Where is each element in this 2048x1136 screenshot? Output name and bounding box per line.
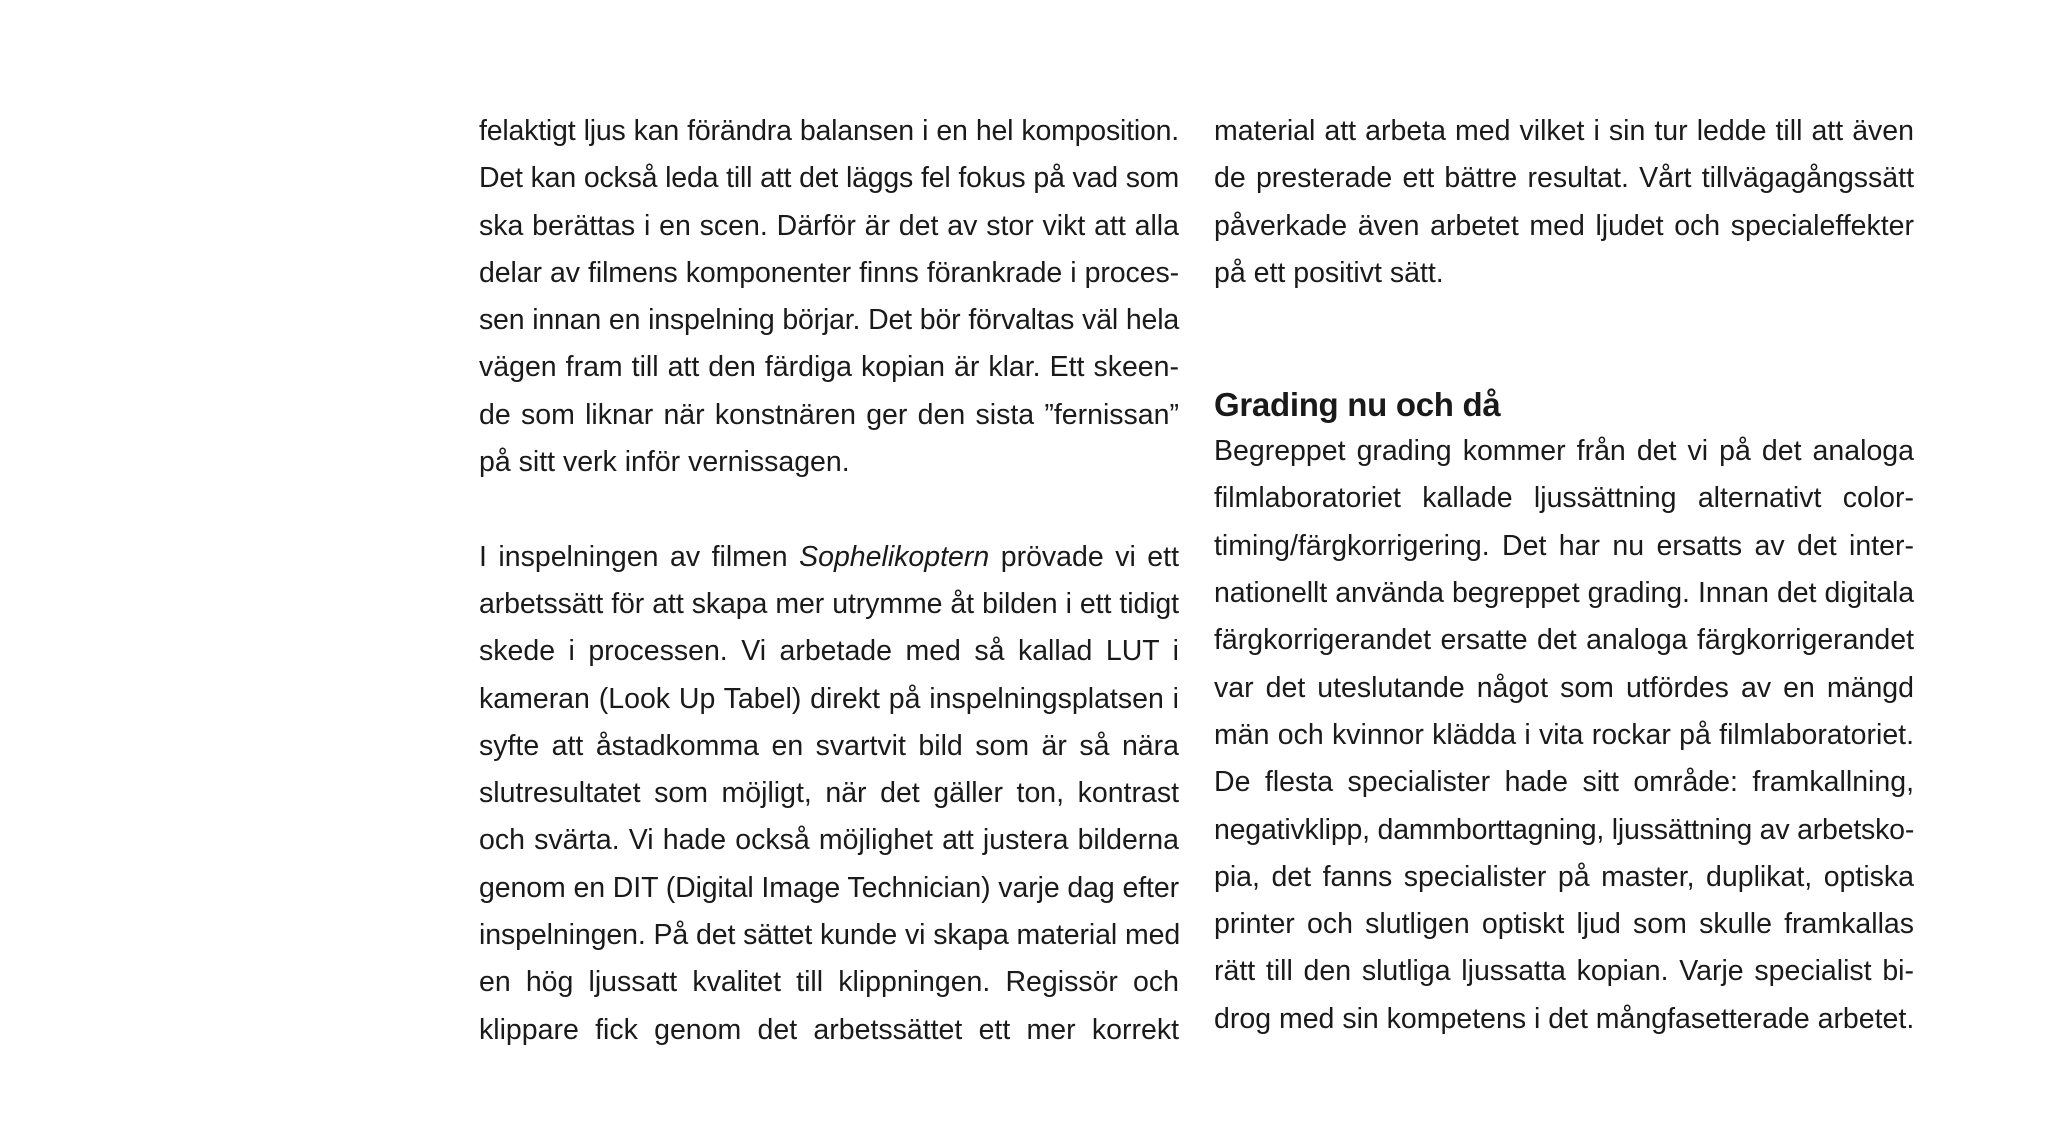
text-line: pia, det fanns specialister på master, duplikat, optiska bbox=[1214, 860, 1914, 893]
text-line: delar av filmens komponenter finns förankrade i proces- bbox=[479, 256, 1179, 289]
right-text-column bbox=[1214, 108, 1914, 1043]
text-fragment: prövade vi ett bbox=[989, 540, 1179, 573]
text-line: och svärta. Vi hade också möjlighet att justera bilderna bbox=[479, 824, 1179, 857]
paragraph-lighting-balance bbox=[479, 108, 1179, 486]
section-heading: Grading nu och då bbox=[1214, 386, 1501, 424]
text-line: genom en DIT (Digital Image Technician) varje dag efter bbox=[479, 871, 1179, 904]
text-line: rätt till den slutliga ljussatta kopian. Varje specialist bi- bbox=[1214, 955, 1914, 988]
text-line: drog med sin kompetens i det mångfasetterade arbetet. bbox=[1214, 1002, 1915, 1035]
text-line: skede i processen. Vi arbetade med så kallad LUT i bbox=[479, 635, 1179, 668]
text-line: De flesta specialister hade sitt område: framkallning, bbox=[1214, 766, 1914, 799]
text-line: Begreppet grading kommer från det vi på det analoga bbox=[1214, 435, 1914, 468]
text-line: printer och slutligen optiskt ljud som skulle framkallas bbox=[1214, 908, 1914, 941]
text-line: var det uteslutande något som utfördes av en mängd bbox=[1214, 671, 1914, 704]
paragraph-material-result bbox=[1214, 108, 1914, 297]
text-line-with-title bbox=[479, 534, 1179, 581]
text-line: material att arbeta med vilket i sin tur ledde till att även bbox=[1214, 115, 1914, 147]
text-line: slutresultatet som möjligt, när det gäller ton, kontrast bbox=[479, 777, 1179, 810]
text-line: män och kvinnor klädda i vita rockar på filmlaboratoriet. bbox=[1214, 718, 1914, 751]
text-line: de presterade ett bättre resultat. Vårt tillvägagångssätt bbox=[1214, 162, 1914, 195]
text-line: timing/färgkorrigering. Det har nu ersatts av det inter- bbox=[1214, 529, 1914, 562]
paragraph-spacer bbox=[479, 486, 1179, 533]
text-line: felaktigt ljus kan förändra balansen i en hel komposition. bbox=[479, 115, 1179, 147]
text-line: påverkade även arbetet med ljudet och specialeffekter bbox=[1214, 209, 1914, 242]
text-line: klippare fick genom det arbetssättet ett mer korrekt bbox=[479, 1013, 1179, 1046]
text-line: nationellt använda begreppet grading. Innan det digitala bbox=[1214, 577, 1914, 610]
text-line: kameran (Look Up Tabel) direkt på inspelningsplatsen i bbox=[479, 682, 1179, 715]
section-spacer bbox=[1214, 297, 1914, 381]
text-line: sen innan en inspelning börjar. Det bör förvaltas väl hela bbox=[479, 304, 1179, 337]
text-line: de som liknar när konstnären ger den sista ”fernissan” bbox=[479, 398, 1179, 431]
text-line: syfte att åstadkomma en svartvit bild som är så nära bbox=[479, 729, 1179, 762]
text-line: ska berättas i en scen. Därför är det av stor vikt att alla bbox=[479, 209, 1179, 242]
text-line: en hög ljussatt kvalitet till klippningen. Regissör och bbox=[479, 966, 1179, 999]
text-line: negativklipp, dammborttagning, ljussättning av arbetsko- bbox=[1214, 813, 1915, 846]
text-fragment: I inspelningen av filmen bbox=[479, 540, 800, 573]
text-line: arbetssätt för att skapa mer utrymme åt bilden i ett tidigt bbox=[479, 587, 1179, 620]
text-line: Det kan också leda till att det läggs fel fokus på vad som bbox=[479, 162, 1179, 195]
text-line: filmlaboratoriet kallade ljussättning alternativt color- bbox=[1214, 482, 1914, 515]
paragraph-sophelikoptern bbox=[479, 534, 1179, 1054]
text-line: färgkorrigerandet ersatte det analoga färgkorrigerandet bbox=[1214, 624, 1914, 657]
film-title: Sophelikoptern bbox=[799, 540, 990, 573]
text-line: på sitt verk inför vernissagen. bbox=[479, 446, 850, 479]
left-text-column bbox=[479, 108, 1179, 1054]
text-line: vägen fram till att den färdiga kopian är klar. Ett skeen- bbox=[479, 351, 1179, 384]
paragraph-grading-history bbox=[1214, 428, 1914, 1043]
text-line: inspelningen. På det sättet kunde vi skapa material med bbox=[479, 919, 1181, 952]
text-line: på ett positivt sätt. bbox=[1214, 256, 1444, 289]
